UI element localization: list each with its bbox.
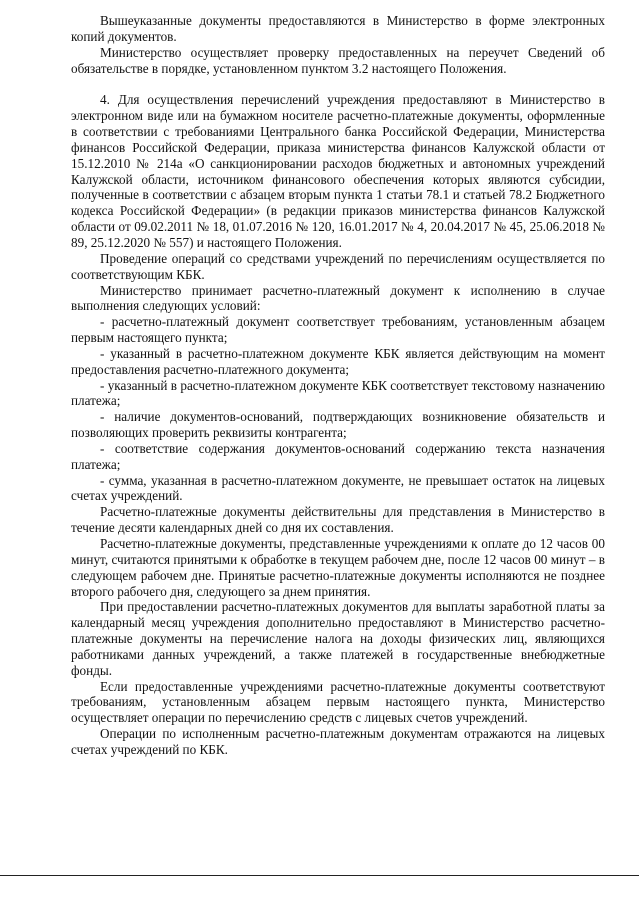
- paragraph-acceptance-conditions: Министерство принимает расчетно-платежный документ к исполнению в случае выполнения следующих условий:: [71, 282, 605, 314]
- document-body: [71, 13, 605, 758]
- paragraph-validity: Расчетно-платежные документы действительны для представления в Министерство в течение десяти календарных дней со дня их составления.: [71, 504, 605, 536]
- condition-item: - соответствие содержания документов-оснований содержанию текста назначения платежа;: [71, 440, 605, 472]
- paragraph-item-4: 4. Для осуществления перечислений учреждения предоставляют в Министерство в электронном виде или на бумажном носителе расчетно-платежные документы, оформленные в соответствии с требованиями Центрального банка Российской Федерации, Министерства финансов Российской Федерации, приказа министерства финансов Калужской области от 15.12.2010 № 214а «О санкционировании расходов бюджетных и автономных учреждений Калужской области, источником финансового обеспечения которых являются субсидии, полученные в соответствии с абзацем вторым пункта 1 статьи 78.1 и статьей 78.2 Бюджетного кодекса Российской Федерации» (в редакции приказов министерства финансов Калужской области от 09.02.2011 № 18, 01.07.2016 № 120, 16.01.2017 № 4, 20.04.2017 № 45, 25.06.2018 № 89, 25.12.2020 № 557) и настоящего Положения.: [71, 92, 605, 250]
- paragraph-electronic-copies: Вышеуказанные документы предоставляются в Министерство в форме электронных копий документов.: [71, 13, 605, 44]
- paragraph-salary-payments: При предоставлении расчетно-платежных документов для выплаты заработной платы за календарный месяц учреждения дополнительно предоставляют в Министерство расчетно-платежные документы на перечисление налога на доходы физических лиц, являющихся работниками данных учреждений, а также платежей в государственные внебюджетные фонды.: [71, 599, 605, 678]
- section-gap: [71, 76, 605, 92]
- condition-item: - расчетно-платежный документ соответствует требованиям, установленным абзацем первым настоящего пункта;: [71, 314, 605, 346]
- condition-item: - сумма, указанная в расчетно-платежном документе, не превышает остаток на лицевых счетах учреждений.: [71, 472, 605, 504]
- paragraph-kbk-operations: Проведение операций со средствами учреждений по перечислениям осуществляется по соответствующим КБК.: [71, 250, 605, 282]
- bottom-rule: [0, 875, 639, 876]
- paragraph-reflection: Операции по исполненным расчетно-платежным документам отражаются на лицевых счетах учреждений по КБК.: [71, 726, 605, 757]
- condition-item: - указанный в расчетно-платежном документе КБК является действующим на момент предоставления расчетно-платежного документа;: [71, 345, 605, 377]
- paragraph-processing-time: Расчетно-платежные документы, представленные учреждениями к оплате до 12 часов 00 минут, считаются принятыми к обработке в текущем рабочем дне, после 12 часов 00 минут – в следующем рабочем дне. Принятые расчетно-платежные документы исполняются не позднее второго рабочего дня, следующего за днем принятия.: [71, 536, 605, 599]
- condition-item: - указанный в расчетно-платежном документе КБК соответствует текстовому назначению платежа;: [71, 377, 605, 409]
- paragraph-compliance: Если предоставленные учреждениями расчетно-платежные документы соответствуют требованиям, установленным абзацем первым настоящего пункта, Министерство осуществляет операции по перечислению средств с лицевых счетов учреждений.: [71, 678, 605, 726]
- condition-item: - наличие документов-оснований, подтверждающих возникновение обязательств и позволяющих проверить реквизиты контрагента;: [71, 409, 605, 441]
- paragraph-verification: Министерство осуществляет проверку предоставленных на переучет Сведений об обязательстве в порядке, установленном пунктом 3.2 настоящего Положения.: [71, 44, 605, 76]
